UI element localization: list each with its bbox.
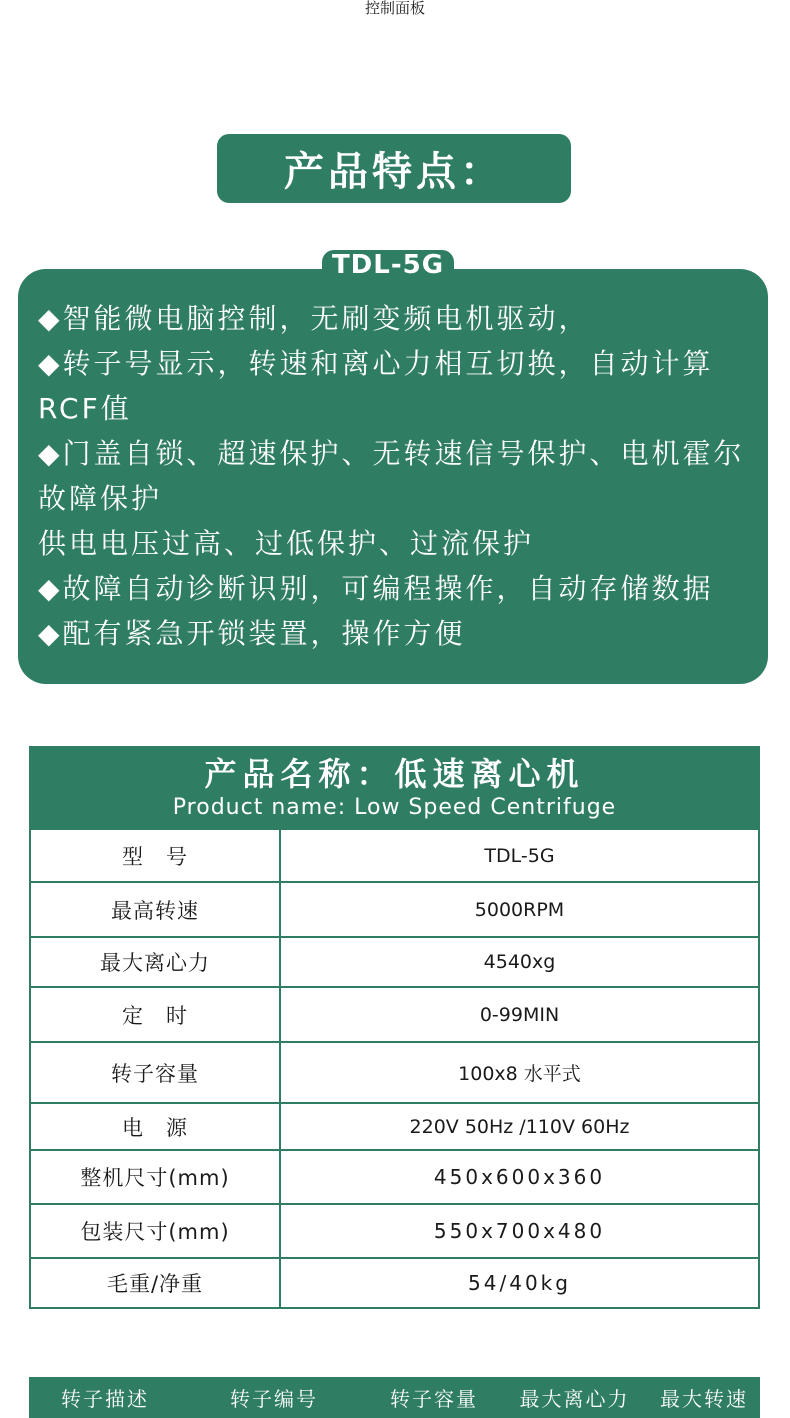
top-caption: 控制面板	[364, 0, 425, 17]
feature-item: ◆转子号显示，转速和离心力相互切换，自动计算RCF值	[38, 347, 714, 425]
column-header-max-rcf: 最大离心力	[519, 1387, 630, 1411]
spec-label: 包装尺寸(mm)	[31, 1205, 281, 1257]
model-label: TDL-5G	[322, 250, 454, 280]
table-row	[31, 1203, 758, 1257]
spec-label: 最大离心力	[31, 938, 281, 986]
table-row	[31, 986, 758, 1041]
feature-item: 供电电压过高、过低保护、过流保护	[38, 527, 535, 560]
spec-label: 电 源	[31, 1104, 281, 1149]
rotor-table-header	[29, 1377, 760, 1418]
table-row	[31, 1257, 758, 1307]
table-row	[31, 1102, 758, 1149]
spec-label: 最高转速	[31, 883, 281, 936]
spec-value: 54/40kg	[468, 1271, 571, 1295]
spec-value: 0-99MIN	[479, 1003, 560, 1026]
spec-table	[29, 746, 760, 1309]
spec-value: 100x8 水平式	[458, 1063, 581, 1085]
column-header-rotor-description: 转子描述	[61, 1387, 149, 1411]
features-badge: 产品特点：	[217, 134, 571, 203]
product-name-zh: 产品名称：低速离心机	[204, 755, 585, 793]
table-row	[31, 828, 758, 881]
spec-label: 型 号	[31, 830, 281, 881]
spec-label: 整机尺寸(mm)	[31, 1151, 281, 1203]
spec-value: 450x600x360	[433, 1165, 606, 1189]
spec-value: 220V 50Hz /110V 60Hz	[409, 1115, 630, 1138]
spec-label: 转子容量	[31, 1043, 281, 1102]
spec-value: 5000RPM	[474, 898, 565, 921]
table-row	[31, 881, 758, 936]
feature-item: ◆智能微电脑控制，无刷变频电机驱动，	[38, 302, 590, 335]
column-header-max-speed: 最大转速	[660, 1387, 748, 1411]
table-row	[31, 1041, 758, 1102]
spec-table-header	[31, 748, 758, 828]
spec-value: 550x700x480	[433, 1219, 606, 1243]
spec-value: TDL-5G	[484, 844, 555, 867]
column-header-rotor-capacity: 转子容量	[390, 1387, 478, 1411]
column-header-rotor-number: 转子编号	[230, 1387, 318, 1411]
spec-value: 4540xg	[483, 951, 556, 973]
feature-item: ◆配有紧急开锁装置，操作方便	[38, 617, 466, 650]
features-list	[38, 296, 756, 656]
spec-label: 定 时	[31, 988, 281, 1041]
table-row	[31, 1149, 758, 1203]
spec-label: 毛重/净重	[31, 1259, 281, 1307]
feature-item: ◆门盖自锁、超速保护、无转速信号保护、电机霍尔故障保护	[38, 437, 745, 515]
product-name-en: Product name: Low Speed Centrifuge	[172, 795, 617, 820]
feature-item: ◆故障自动诊断识别，可编程操作，自动存储数据	[38, 572, 714, 605]
table-row	[31, 936, 758, 986]
